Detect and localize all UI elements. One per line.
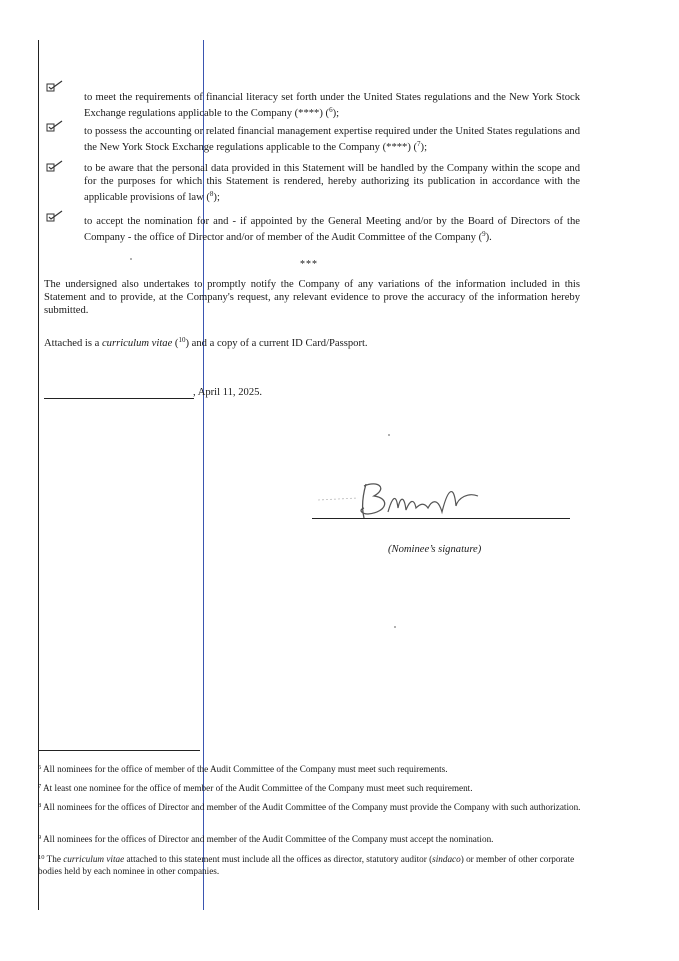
checkbox-icon [46,120,64,134]
signature-caption: (Nominee’s signature) [388,544,482,555]
place-blank-line [44,398,194,399]
footnote: $^8$ All nominees for the offices of Director and member of the Audit Committee of the Company must provide the Company with such authorization. [38,802,581,812]
statement-item: to meet the requirements of financial literacy set forth under the United States regulations and the New York Stock Exchange regulations applicable to the Company (****) ($^6$); [84,92,580,119]
undertaking-paragraph: The undersigned also undertakes to promptly notify the Company of any variations of the information included in this Statement and to provide, at the Company's request, any relevant evidence to prove the accuracy of the information hereby submitted. [44,279,580,316]
statement-item: to accept the nomination for and - if appointed by the General Meeting and/or by the Board of Directors of the Company - the office of Director and/or of member of the Audit Committee of the Company ($^9$). [84,216,580,243]
checkbox-icon [46,210,64,224]
statement-item: to be aware that the personal data provided in this Statement will be handled by the Company within the scope and for the purposes for which this Statement is rendered, hereby authorizing its publication in accordance with the applicable provisions of law ($^8$); [84,163,580,203]
handwritten-signature [318,478,498,522]
scan-speck [388,434,390,436]
signature-line [312,518,570,519]
scan-margin-line [38,40,39,910]
footnote: $^7$ At least one nominee for the office of member of the Audit Committee of the Company must meet such requirement. [38,783,473,793]
section-separator: *** [300,259,318,270]
attachment-note: Attached is a curriculum vitae ($^{10}$) and a copy of a current ID Card/Passport. [44,336,368,349]
footnote-rule [38,750,200,751]
checkbox-icon [46,160,64,174]
statement-item: to possess the accounting or related financial management expertise required under the United States regulations and the New York Stock Exchange regulations applicable to the Company (****) ($^7$); [84,126,580,153]
scan-speck [130,258,132,260]
signature-date: , April 11, 2025. [193,387,263,398]
footnote: $^9$ All nominees for the offices of Director and member of the Audit Committee of the Company must accept the nomination. [38,834,494,844]
footnote: $^{10}$ The curriculum vitae attached to this statement must include all the offices as director, statutory auditor (sindaco) or member of other corporate bodies held by each nominee in other companies. [38,854,575,876]
checkbox-icon [46,80,64,94]
footnote: $^6$ All nominees for the office of member of the Audit Committee of the Company must meet such requirements. [38,764,448,774]
scan-speck [394,626,396,628]
